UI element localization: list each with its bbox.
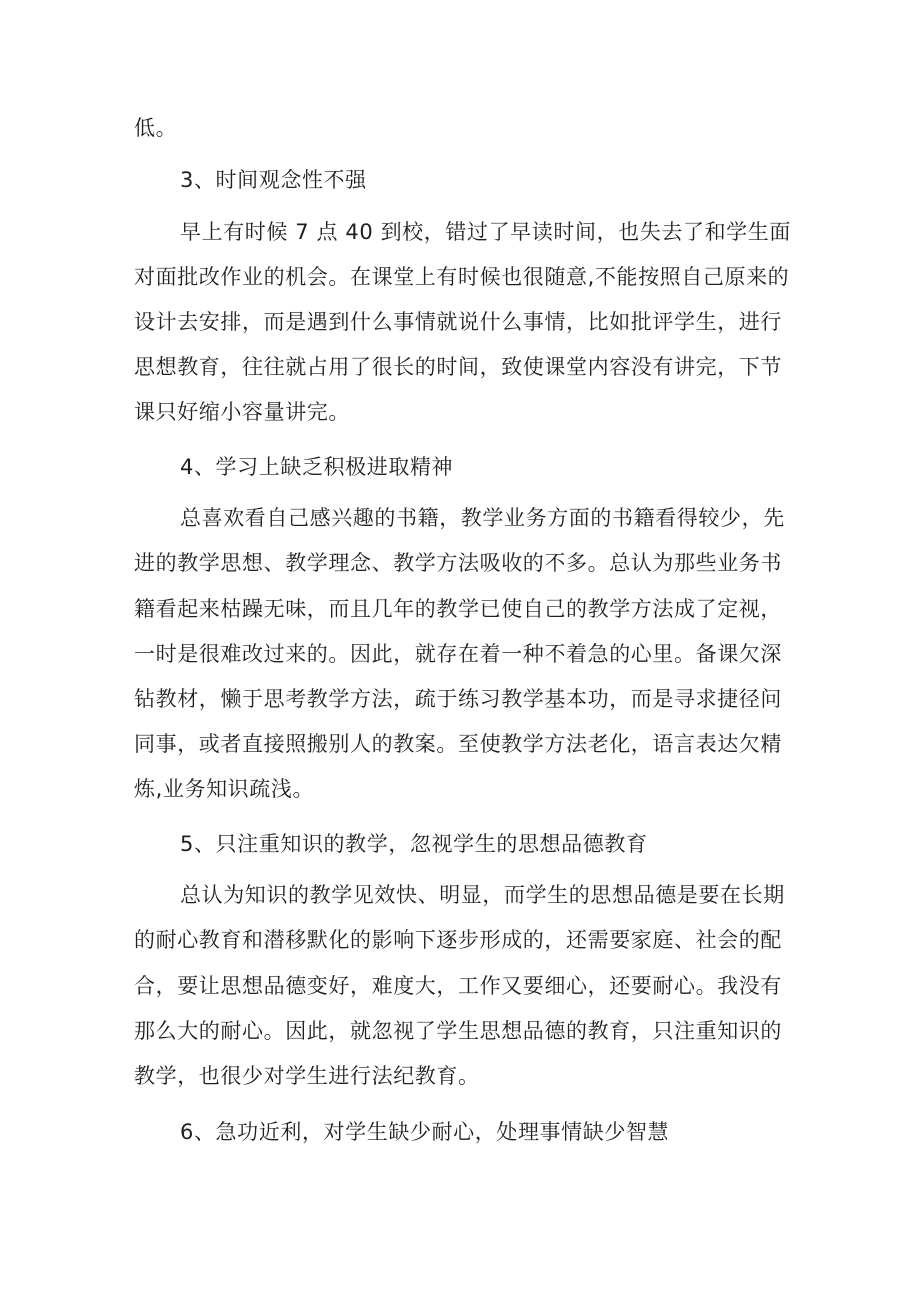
section-heading: 3、时间观念性不强 — [180, 168, 367, 192]
paragraph-line: 教学，也很少对学生进行法纪教育。 — [134, 1064, 480, 1088]
section-heading: 4、学习上缺乏积极进取精神 — [180, 455, 454, 479]
paragraph-line: 思想教育，往往就占用了很长的时间，致使课堂内容没有讲完，下节 — [134, 355, 782, 379]
paragraph-line: 籍看起来枯躁无味，而且几年的教学已使自己的教学方法成了定视， — [134, 597, 782, 621]
paragraph-line: 对面批改作业的机会。在课堂上有时候也很随意,不能按照自己原来的 — [134, 265, 790, 289]
paragraph-line: 炼,业务知识疏浅。 — [134, 777, 315, 801]
paragraph-line: 钻教材，懒于思考教学方法，疏于练习教学基本功，而是寻求捷径问 — [134, 687, 782, 711]
paragraph-line: 早上有时候 7 点 40 到校，错过了早读时间，也失去了和学生面 — [180, 220, 791, 244]
paragraph-line: 课只好缩小容量讲完。 — [134, 400, 350, 424]
paragraph-line: 总认为知识的教学见效快、明显，而学生的思想品德是要在长期 — [180, 883, 785, 907]
paragraph-line: 的耐心教育和潜移默化的影响下逐步形成的，还需要家庭、社会的配 — [134, 928, 782, 952]
paragraph-line: 总喜欢看自己感兴趣的书籍，教学业务方面的书籍看得较少，先 — [180, 506, 785, 530]
paragraph-line: 进的教学思想、教学理念、教学方法吸收的不多。总认为那些业务书 — [134, 551, 782, 575]
paragraph-line: 设计去安排，而是遇到什么事情就说什么事情，比如批评学生，进行 — [134, 310, 782, 334]
section-heading: 5、只注重知识的教学，忽视学生的思想品德教育 — [180, 832, 648, 856]
paragraph-line: 合，要让思想品德变好，难度大，工作又要细心，还要耐心。我没有 — [134, 974, 782, 998]
section-heading: 6、急功近利，对学生缺少耐心，处理事情缺少智慧 — [180, 1120, 670, 1144]
paragraph-line: 一时是很难改过来的。因此，就存在着一种不着急的心里。备课欠深 — [134, 642, 782, 666]
paragraph-line: 同事，或者直接照搬别人的教案。至使教学方法老化，语言表达欠精 — [134, 732, 782, 756]
paragraph-line: 那么大的耐心。因此，就忽视了学生思想品德的教育，只注重知识的 — [134, 1019, 782, 1043]
text-line: 低。 — [134, 116, 178, 140]
